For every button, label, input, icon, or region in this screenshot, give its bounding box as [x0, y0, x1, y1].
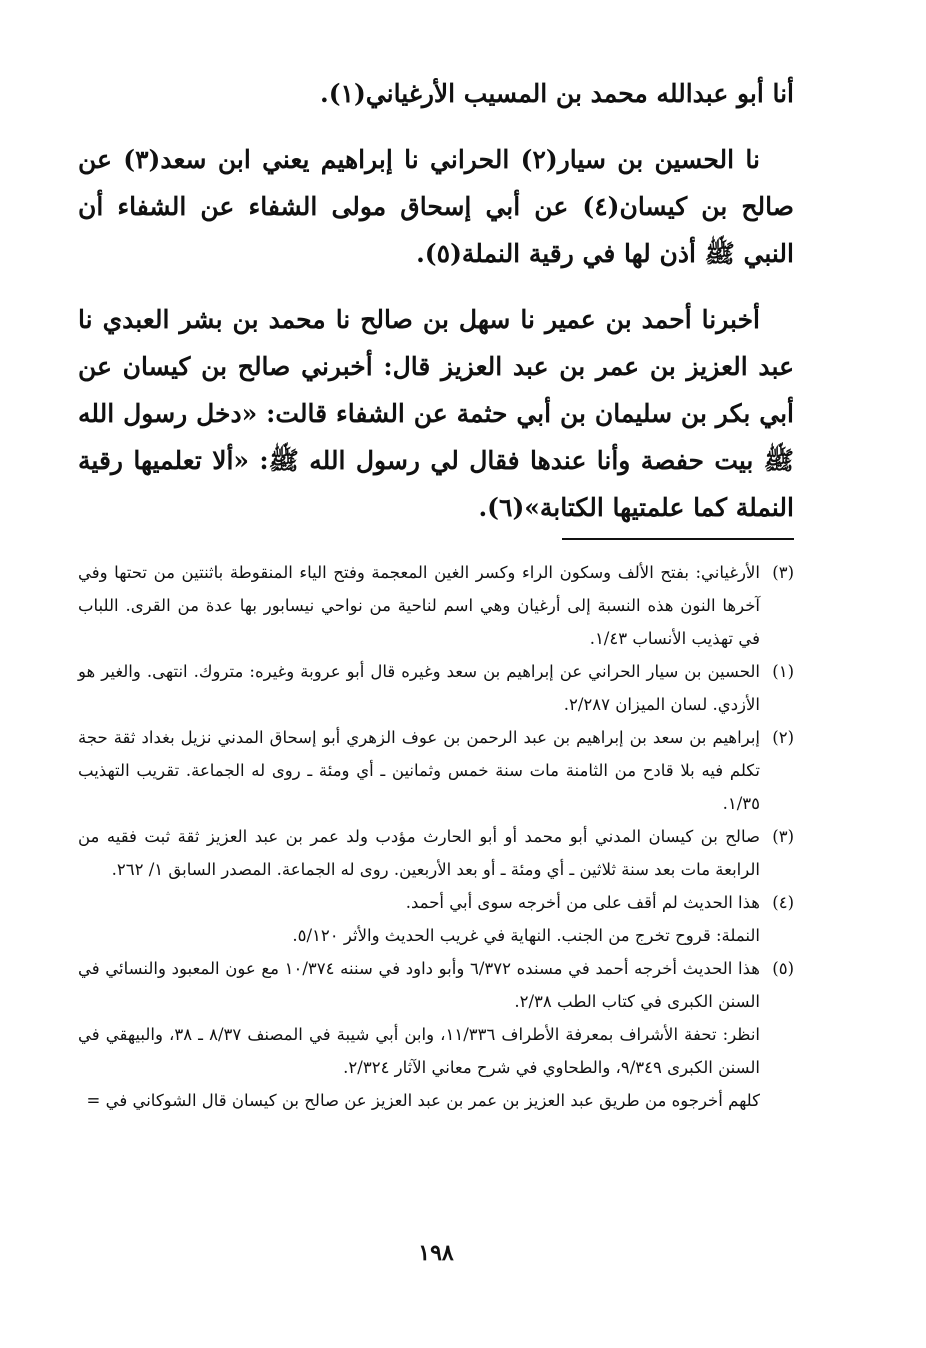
footnote-body [78, 886, 760, 952]
footnote-number: (٣) [772, 827, 794, 846]
footnote-body [78, 820, 760, 886]
footnote-number: (١) [772, 662, 794, 681]
footnote-number: (٢) [772, 728, 794, 747]
footnote-text: إبراهيم بن سعد بن إبراهيم بن عبد الرحمن بن عوف الزهري أبو إسحاق المدني نزيل بغداد ثقة حجة تكلم فيه بلا قادح من الثامنة مات سنة خمس وثمانين ـ أي ومئة ـ روى له الجماعة. تقريب التهذيب ١/٣٥. [78, 728, 760, 813]
footnote-item [78, 721, 794, 820]
footnote-item [78, 886, 794, 952]
main-text [78, 70, 794, 531]
document-page [78, 70, 794, 1290]
footnote-text: هذا الحديث لم أقف على من أخرجه سوى أبي أحمد. [405, 893, 760, 912]
footnote-body [78, 952, 760, 1117]
footnote-number: (٣) [772, 563, 794, 582]
footnote-text: صالح بن كيسان المدني أبو محمد أو أبو الحارث مؤدب ولد عمر بن عبد العزيز ثقة ثبت فقيه من الرابعة مات بعد سنة ثلاثين ـ أي ومئة ـ أو بعد الأربعين. روى له الجماعة. المصدر السابق ١/ ٢٦٢. [78, 827, 760, 879]
footnote-body [78, 556, 760, 655]
footnote-text: كلهم أخرجوه من طريق عبد العزيز بن عمر بن عبد العزيز عن صالح بن كيسان قال الشوكاني في = [86, 1091, 760, 1110]
footnote-item [78, 655, 794, 721]
footnote-separator [562, 538, 794, 540]
page-number: ١٩٨ [418, 1240, 454, 1266]
footnote-text: هذا الحديث أخرجه أحمد في مسنده ٦/٣٧٢ وأبو داود في سننه ١٠/٣٧٤ مع عون المعبود والنسائي في السنن الكبرى في كتاب الطب ٢/٣٨. [78, 959, 760, 1011]
paragraph-3: أخبرنا أحمد بن عمير نا سهل بن صالح نا محمد بن بشر العبدي نا عبد العزيز بن عمر بن عبد العزيز قال: أخبرني صالح بن كيسان عن أبي بكر بن سليمان بن أبي حثمة عن الشفاء قالت: «دخل رسول الله ﷺ بيت حفصة وأنا عندها فقال لي رسول الله ﷺ: «ألا تعلميها رقية النملة كما علمتيها الكتابة»(٦). [78, 305, 794, 522]
footnotes [78, 556, 794, 1117]
footnote-text: الأرغياني: بفتح الألف وسكون الراء وكسر الغين المعجمة وفتح الياء المنقوطة باثنتين من تحتها وفي آخرها النون هذه النسبة إلى أرغيان وهي اسم لناحية من نواحي نيسابور بها عدة من القرى. اللباب في تهذيب الأنساب ١/٤٣. [78, 563, 760, 648]
footnote-item [78, 952, 794, 1117]
footnote-item [78, 556, 794, 655]
footnote-text: انظر: تحفة الأشراف بمعرفة الأطراف ١١/٣٣٦، وابن أبي شيبة في المصنف ٨/٣٧ ـ ٣٨، والبيهقي في السنن الكبرى ٩/٣٤٩، والطحاوي في شرح معاني الآثار ٢/٣٢٤. [78, 1025, 761, 1077]
footnote-text: النملة: قروح تخرج من الجنب. النهاية في غريب الحديث والأثر ٥/١٢٠. [292, 926, 760, 945]
paragraph-2: نا الحسين بن سيار(٢) الحراني نا إبراهيم يعني ابن سعد(٣) عن صالح بن كيسان(٤) عن أبي إسحاق مولى الشفاء عن الشفاء أن النبي ﷺ أذن لها في رقية النملة(٥). [78, 145, 794, 268]
footnote-number: (٤) [772, 893, 794, 912]
footnote-text: الحسين بن سيار الحراني عن إبراهيم بن سعد وغيره قال أبو عروبة وغيره: متروك. انتهى. والغير هو الأزدي. لسان الميزان ٢/٢٨٧. [78, 662, 760, 714]
footnote-number: (٥) [772, 959, 794, 978]
paragraph-1: أنا أبو عبدالله محمد بن المسيب الأرغياني(١). [319, 79, 794, 108]
footnote-body [78, 655, 760, 721]
footnote-body [78, 721, 760, 820]
footnote-item [78, 820, 794, 886]
